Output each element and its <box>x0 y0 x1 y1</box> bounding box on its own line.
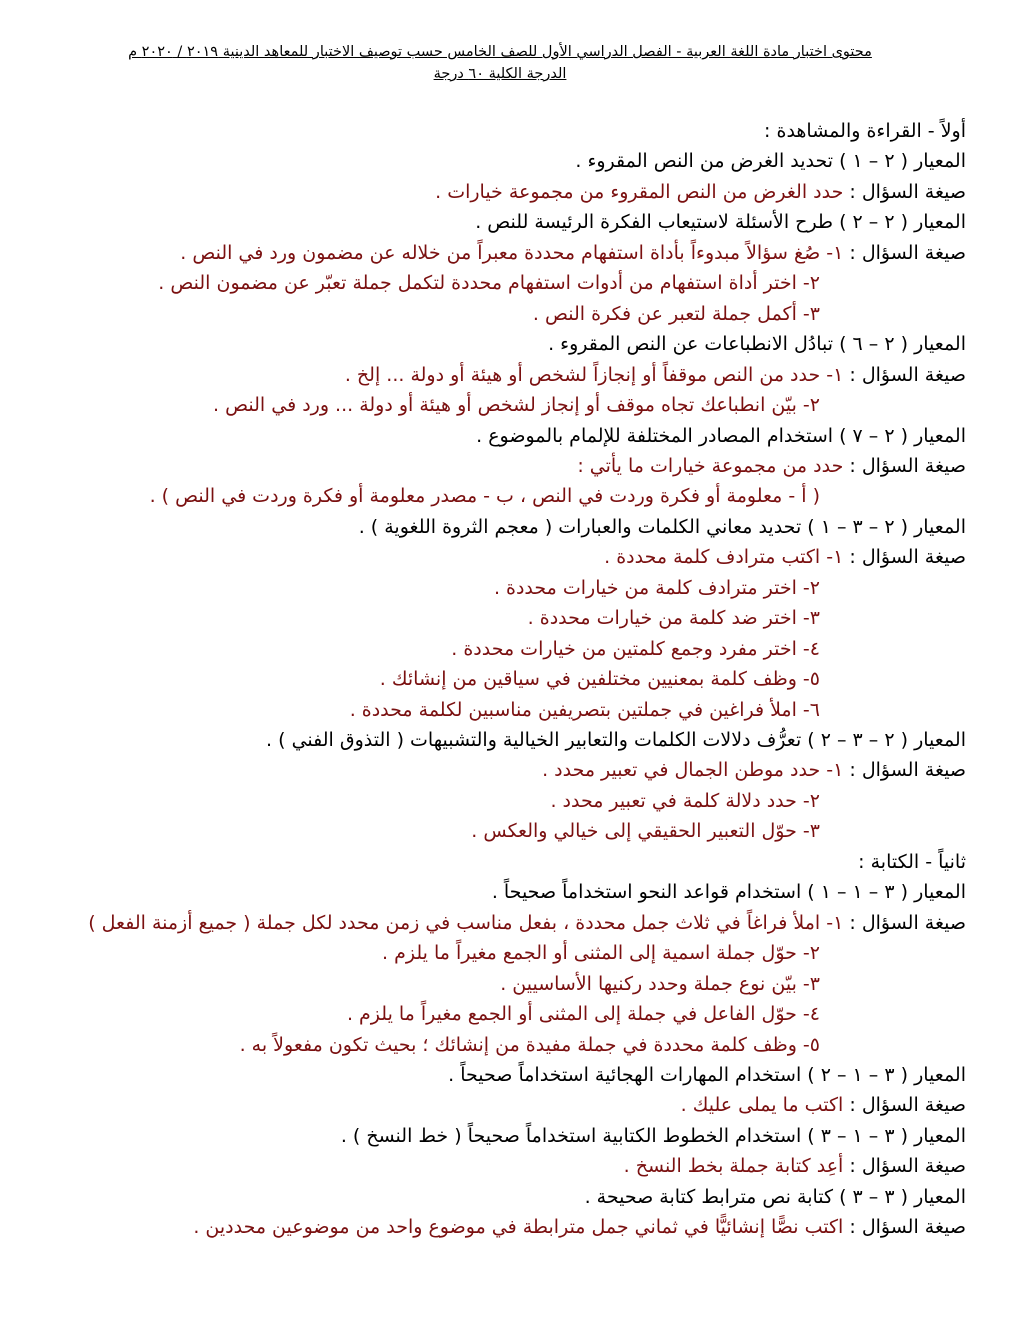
line-label: صيغة السؤال : <box>849 241 966 264</box>
line-text: ( ٢ – ٣ – ١ ) تحديد معاني الكلمات والعبارات ( معجم الثروة اللغوية ) . <box>358 515 915 538</box>
line-label: صيغة السؤال : <box>849 1094 966 1117</box>
question-format-line <box>577 453 966 479</box>
line-text: اكتب ما يملى عليك . <box>680 1094 850 1117</box>
line-text: ( ٢ – ١ ) تحديد الغرض من النص المقروء . <box>575 150 915 173</box>
line-text: ١- صُغ سؤالاً مبدوءاً بأداة استفهام محددة معبراً من خلاله عن مضمون ورد في النص . <box>180 241 850 264</box>
question-item <box>500 971 820 997</box>
line-label: المعيار <box>914 729 966 751</box>
line-label: صيغة السؤال : <box>849 1155 966 1178</box>
question-format-line <box>681 1092 966 1118</box>
section-heading <box>764 118 966 144</box>
line-label: صيغة السؤال : <box>849 454 966 477</box>
line-text: ( ٢ – ٣ – ٢ ) تعرُّف دلالات الكلمات والتعابير الخيالية والتشبيهات ( التذوق الفني ) . <box>266 729 915 751</box>
standard-line <box>359 514 966 540</box>
line-text: ١- حدد من النص موقفاً أو إنجازاً لشخص أو هيئة أو دولة ... إلخ . <box>344 363 850 386</box>
line-label: أولاً - القراءة والمشاهدة : <box>764 120 966 142</box>
line-text: اكتب نصًّا إنشائيًّا في ثماني جمل مترابطة في موضوع واحد من موضوعين محددين . <box>193 1216 850 1239</box>
line-text: ٢- اختر أداة استفهام من أدوات استفهام محددة لتكمل جملة تعبّر عن مضمون النص . <box>158 272 820 295</box>
question-format-line <box>193 1214 966 1240</box>
line-text: ٣- أكمل جملة لتعبر عن فكرة النص . <box>532 302 820 325</box>
line-label: المعيار <box>914 1124 966 1147</box>
line-label: المعيار <box>914 1063 966 1086</box>
line-text: ٦- املأ فراغين في جملتين بتصريفين مناسبين لكلمة محددة . <box>349 698 820 721</box>
document-title: محتوى اختبار مادة اللغة العربية - الفصل الدراسي الأول للصف الخامس حسب توصيف الاختبار للمعاهد الدينية ٢٠١٩ / ٢٠٢٠ م <box>128 44 872 60</box>
question-item <box>150 483 820 509</box>
line-text: ٢- حدد دلالة كلمة في تعبير محدد . <box>550 789 820 812</box>
line-label: صيغة السؤال : <box>849 363 966 386</box>
question-format-line <box>435 179 966 205</box>
line-label: المعيار <box>914 150 966 173</box>
standard-line <box>548 331 966 357</box>
line-text: ٢- بيّن انطباعك تجاه موقف أو إنجاز لشخص أو هيئة أو دولة ... ورد في النص . <box>213 394 820 417</box>
line-label: المعيار <box>914 1185 966 1208</box>
line-text: حدد من مجموعة خيارات ما يأتي : <box>577 454 850 477</box>
total-grade: الدرجة الكلية ٦٠ درجة <box>433 66 567 82</box>
line-text: ٣- حوّل التعبير الحقيقي إلى خيالي والعكس . <box>471 820 820 843</box>
standard-line <box>448 1062 966 1088</box>
question-item <box>350 697 820 723</box>
line-label: ثانياً - الكتابة : <box>858 850 966 873</box>
line-label: صيغة السؤال : <box>849 546 966 569</box>
standard-line <box>341 1123 966 1149</box>
line-text: ( ٢ – ٢ ) طرح الأسئلة لاستيعاب الفكرة الرئيسة للنص . <box>475 211 915 234</box>
line-text: ( ٢ – ٧ ) استخدام المصادر المختلفة للإلمام بالموضوع . <box>476 424 915 447</box>
question-format-line <box>180 240 966 266</box>
line-text: ١- اكتب مترادف كلمة محددة . <box>604 546 850 569</box>
question-item <box>550 788 820 814</box>
question-item <box>528 605 820 631</box>
question-item <box>533 301 820 327</box>
standard-line <box>476 423 966 449</box>
question-item <box>347 1001 820 1027</box>
line-label: المعيار <box>914 881 966 904</box>
line-text: ٥- وظف كلمة محددة في جملة مفيدة من إنشائك ؛ بحيث تكون مفعولاً به . <box>239 1033 820 1056</box>
question-format-line <box>604 544 966 570</box>
line-label: صيغة السؤال : <box>849 1216 966 1239</box>
question-item <box>213 392 820 418</box>
line-text: ١- حدد موطن الجمال في تعبير محدد . <box>542 759 850 782</box>
line-text: ( أ - معلومة أو فكرة وردت في النص ، ب - مصدر معلومة أو فكرة وردت في النص ) . <box>149 485 820 508</box>
line-text: ٣- اختر ضد كلمة من خيارات محددة . <box>527 607 820 630</box>
line-label: صيغة السؤال : <box>849 911 966 934</box>
line-text: ٢- حوّل جملة اسمية إلى المثنى أو الجمع مغيراً ما يلزم . <box>382 942 820 965</box>
question-item <box>158 270 820 296</box>
line-label: صيغة السؤال : <box>849 180 966 203</box>
question-item <box>380 666 820 692</box>
standard-line <box>585 1184 966 1210</box>
line-text: ٥- وظف كلمة بمعنيين مختلفين في سياقين من إنشائك . <box>379 668 820 691</box>
line-text: ٢- اختر مترادف كلمة من خيارات محددة . <box>493 576 820 599</box>
standard-line <box>575 148 966 174</box>
line-text: ٤- حوّل الفاعل في جملة إلى المثنى أو الجمع مغيراً ما يلزم . <box>346 1003 820 1026</box>
line-text: ( ٣ – ١ – ١ ) استخدام قواعد النحو استخداماً صحيحاً . <box>491 881 915 904</box>
line-label: المعيار <box>914 424 966 447</box>
question-item <box>471 818 820 844</box>
question-format-line <box>624 1153 966 1179</box>
question-format-line <box>542 757 966 783</box>
line-text: ( ٣ – ١ – ٣ ) استخدام الخطوط الكتابية استخداماً صحيحاً ( خط النسخ ) . <box>340 1124 915 1147</box>
line-text: حدد الغرض من النص المقروء من مجموعة خيارات . <box>435 180 850 203</box>
question-format-line <box>88 910 966 936</box>
line-label: المعيار <box>914 515 966 538</box>
line-text: ( ٣ – ١ – ٢ ) استخدام المهارات الهجائية استخداماً صحيحاً . <box>448 1063 915 1086</box>
line-text: ٤- اختر مفرد وجمع كلمتين من خيارات محددة . <box>451 637 820 660</box>
standard-line <box>266 727 966 753</box>
line-label: المعيار <box>914 211 966 234</box>
question-item <box>494 575 820 601</box>
question-item <box>382 940 820 966</box>
line-text: ( ٣ – ٣ ) كتابة نص مترابط كتابة صحيحة . <box>584 1185 915 1208</box>
standard-line <box>492 879 966 905</box>
line-text: ٣- بيّن نوع جملة وحدد ركنيها الأساسيين . <box>500 972 820 995</box>
line-text: ( ٢ – ٦ ) تبادُل الانطباعات عن النص المقروء . <box>548 333 915 356</box>
question-item <box>451 636 820 662</box>
line-label: المعيار <box>914 333 966 356</box>
question-format-line <box>345 362 966 388</box>
line-text: أعِد كتابة جملة بخط النسخ . <box>623 1155 850 1178</box>
line-label: صيغة السؤال : <box>849 759 966 782</box>
question-item <box>240 1032 820 1058</box>
standard-line <box>475 209 966 235</box>
line-text: ١- املأ فراغاً في ثلاث جمل محددة ، بفعل مناسب في زمن محدد لكل جملة ( جميع أزمنة الفعل ) <box>88 911 850 934</box>
section-heading <box>858 849 966 875</box>
